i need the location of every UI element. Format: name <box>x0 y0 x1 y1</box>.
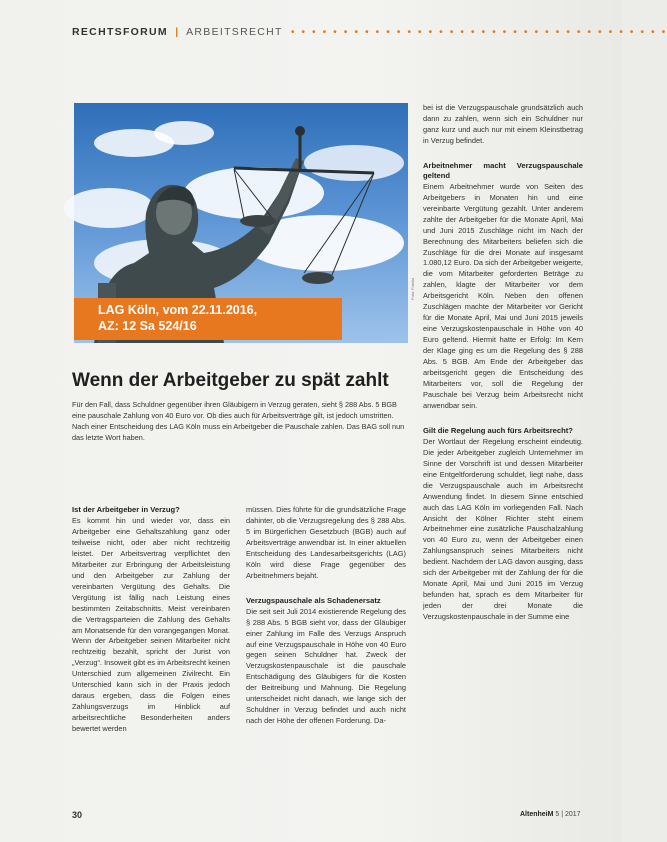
subsection-label: ARBEITSRECHT <box>186 26 283 38</box>
justitia-photo <box>74 103 408 343</box>
paragraph: Es kommt hin und wieder vor, dass ein Arbeitgeber eine Gehaltszahlung ganz oder teilweise nicht, oder aber nicht rechtzeitig leistet. Der Arbeitsvertrag verpflichtet den Mitarbeiter zur Erbringung der Arbeitsleistung und den Arbeitgeber zur Zahlung der vereinbarten Vergütung des Gehalts. Die Vergütung ist fällig nach Leistung eines bestimmten Zeitabschnitts. Meist vereinbaren die Vertragsparteien die Zahlung des Gehalts am Monatsende für den vorangegangen Monat. Wenn der Arbeitgeber seinen Mitarbeiter nicht rechtzeitig bezahlt, spricht der Jurist von „Verzug“. Insoweit gibt es im Arbeitsrecht keinen Unterschied zum allgemeinen Zivilrecht. Ein Unterschied kann sich in der Praxis jedoch daraus ergeben, dass die Folgen eines Zahlungsverzugs im Hinblick auf arbeitsrechtliche Besonderheiten anders bewertet werden <box>72 516 230 734</box>
paragraph: Die seit seit Juli 2014 existierende Regelung des § 288 Abs. 5 BGB sieht vor, dass der Gläubiger einer Zahlung im Falle des Verzugs Anspruch auf eine Verzugspauschale in Höhe von 40 Euro gegen seinen Schuldner hat. Zweck der Verzugskostenpauschale ist die pauschale Entschädigung des Gläubigers für die Kosten der Beitreibung und Mahnung. Die Regelung unterscheidet nicht danach, wie lange sich der Schuldner in Verzug befindet und auch nicht nach der Höhe der offenen Forderung. Da- <box>246 606 406 726</box>
case-file-number: AZ: 12 Sa 524/16 <box>98 319 197 333</box>
magazine-footer <box>520 811 581 818</box>
header-dots: • • • • • • • • • • • • • • • • • • • • • • • • • • • • • • • • • • • • <box>290 26 667 38</box>
text-column-1 <box>72 505 230 807</box>
case-reference-banner <box>74 298 342 340</box>
header-separator: | <box>175 26 180 38</box>
section-label: RECHTSFORUM <box>72 26 168 38</box>
paragraph: müssen. Dies führte für die grundsätzliche Frage dahinter, ob die Verzugsregelung des § 288 Abs. 5 im Bürgerlichen Gesetzbuch (BGB) auch auf Arbeitsverträge anwendbar ist. In einer aktuellen Entscheidung des Landesarbeitsgerichts (LAG) Köln wird diese Frage gegenüber des Arbeitnehmers bejaht. <box>246 505 406 580</box>
article-lead: Für den Fall, dass Schuldner gegenüber ihren Gläubigern in Verzug geraten, sieht § 288 Abs. 5 BGB eine pauschale Zahlung von 40 Euro vor. Ob dies auch für Arbeitsverträge gilt, ist jedoch umstritten. Nach einer Entscheidung des LAG Köln muss ein Arbeitgeber die Pauschale zahlen. Das BAG soll nun das letzte Wort haben. <box>72 400 405 442</box>
subheading: Gilt die Regelung auch fürs Arbeitsrecht? <box>423 425 573 435</box>
text-column-2 <box>246 505 406 807</box>
paragraph: Einem Arbeitnehmer wurde von Seiten des Arbeitgebers in Monaten hin und eine vereinbarte Vergütung gezahlt. Unter anderem zahlte der Arbeitgeber für die Monate April, Mai und Juni 2015 Zuschläge nicht im Nach der Berechnung des Mitarbeiters beliefen sich die Zuschläge für die drei Monate auf insgesamt 1.080,12 Euro. Da sich der Arbeitgeber weigerte, die vom Mitarbeiter geforderten Beträge zu zahlen, klagte der Mitarbeiter vor dem Arbeitsgericht Köln. Neben den offenen Zuschlägen machte der Mitarbeiter vor Gericht für die Monate April, Mai und Juni 2015 jeweils eine Verzugskostenpauschale in Höhe von 40 Euro geltend. Hiermit hatte er Erfolg: Im Kern der Klage ging es um die Regelung des § 288 Abs. 5 BGB. Am Ende der Arbeitgeber das arbeitsgericht gegen die Entscheidung des Mitarbeiters vor, soll die Regelung der Pauschale bei Verzug beim Arbeitsrecht nicht anwendbar sein. <box>423 181 583 410</box>
article-title: Wenn der Arbeitgeber zu spät zahlt <box>72 370 389 391</box>
paragraph: bei ist die Verzugspauschale grundsätzlich auch dann zu zahlen, wenn sich ein Schuldner nur ganz kurz und auch nur mit einem Kleinstbetrag in Verzug befindet. <box>423 103 583 145</box>
page-number: 30 <box>72 810 83 820</box>
text-column-3 <box>423 103 583 808</box>
photo-credit: Foto: Fotolia <box>410 277 415 300</box>
paragraph: Der Wortlaut der Regelung erscheint eindeutig. Die jeder Arbeitgeber zugleich Unternehmer im Sinne der Vorschrift ist und dessen Mitarbeiter eine Entgeltforderung schuldet, liegt nahe, dass die Verzugspauschale auch im Arbeitsrecht Anwendung findet. In diesem Sinne entschied auch das LAG Köln im vorliegenden Fall. Nach Ansicht der Kölner Richter steht einem Arbeitnehmer eine zusätzliche Pauschalzahlung von 40 Euro zu, wenn der Arbeitgeber einen Zahlungsanspruch seines Mitarbeiters nicht bedient. Nachdem der LAG davon ausging, dass sich der Arbeitgeber mit der Zahlung der für die Monate April, Mai und Juni 2015 im Verzug befunden hat, sprach es dem Mitarbeiter für jeden der drei Monate die Verzugskostenpauschale in der Summe eine <box>423 436 583 622</box>
subheading: Ist der Arbeitgeber in Verzug? <box>72 505 180 514</box>
subheading: Verzugspauschale als Schadenersatz <box>246 595 381 605</box>
section-header <box>72 26 667 38</box>
case-court-date: LAG Köln, vom 22.11.2016, <box>98 303 258 317</box>
issue-label: 5 | 2017 <box>555 811 581 818</box>
magazine-name: AltenheiM <box>520 811 554 818</box>
subheading: Arbeitnehmer macht Verzugspauschale geltend <box>423 160 583 180</box>
